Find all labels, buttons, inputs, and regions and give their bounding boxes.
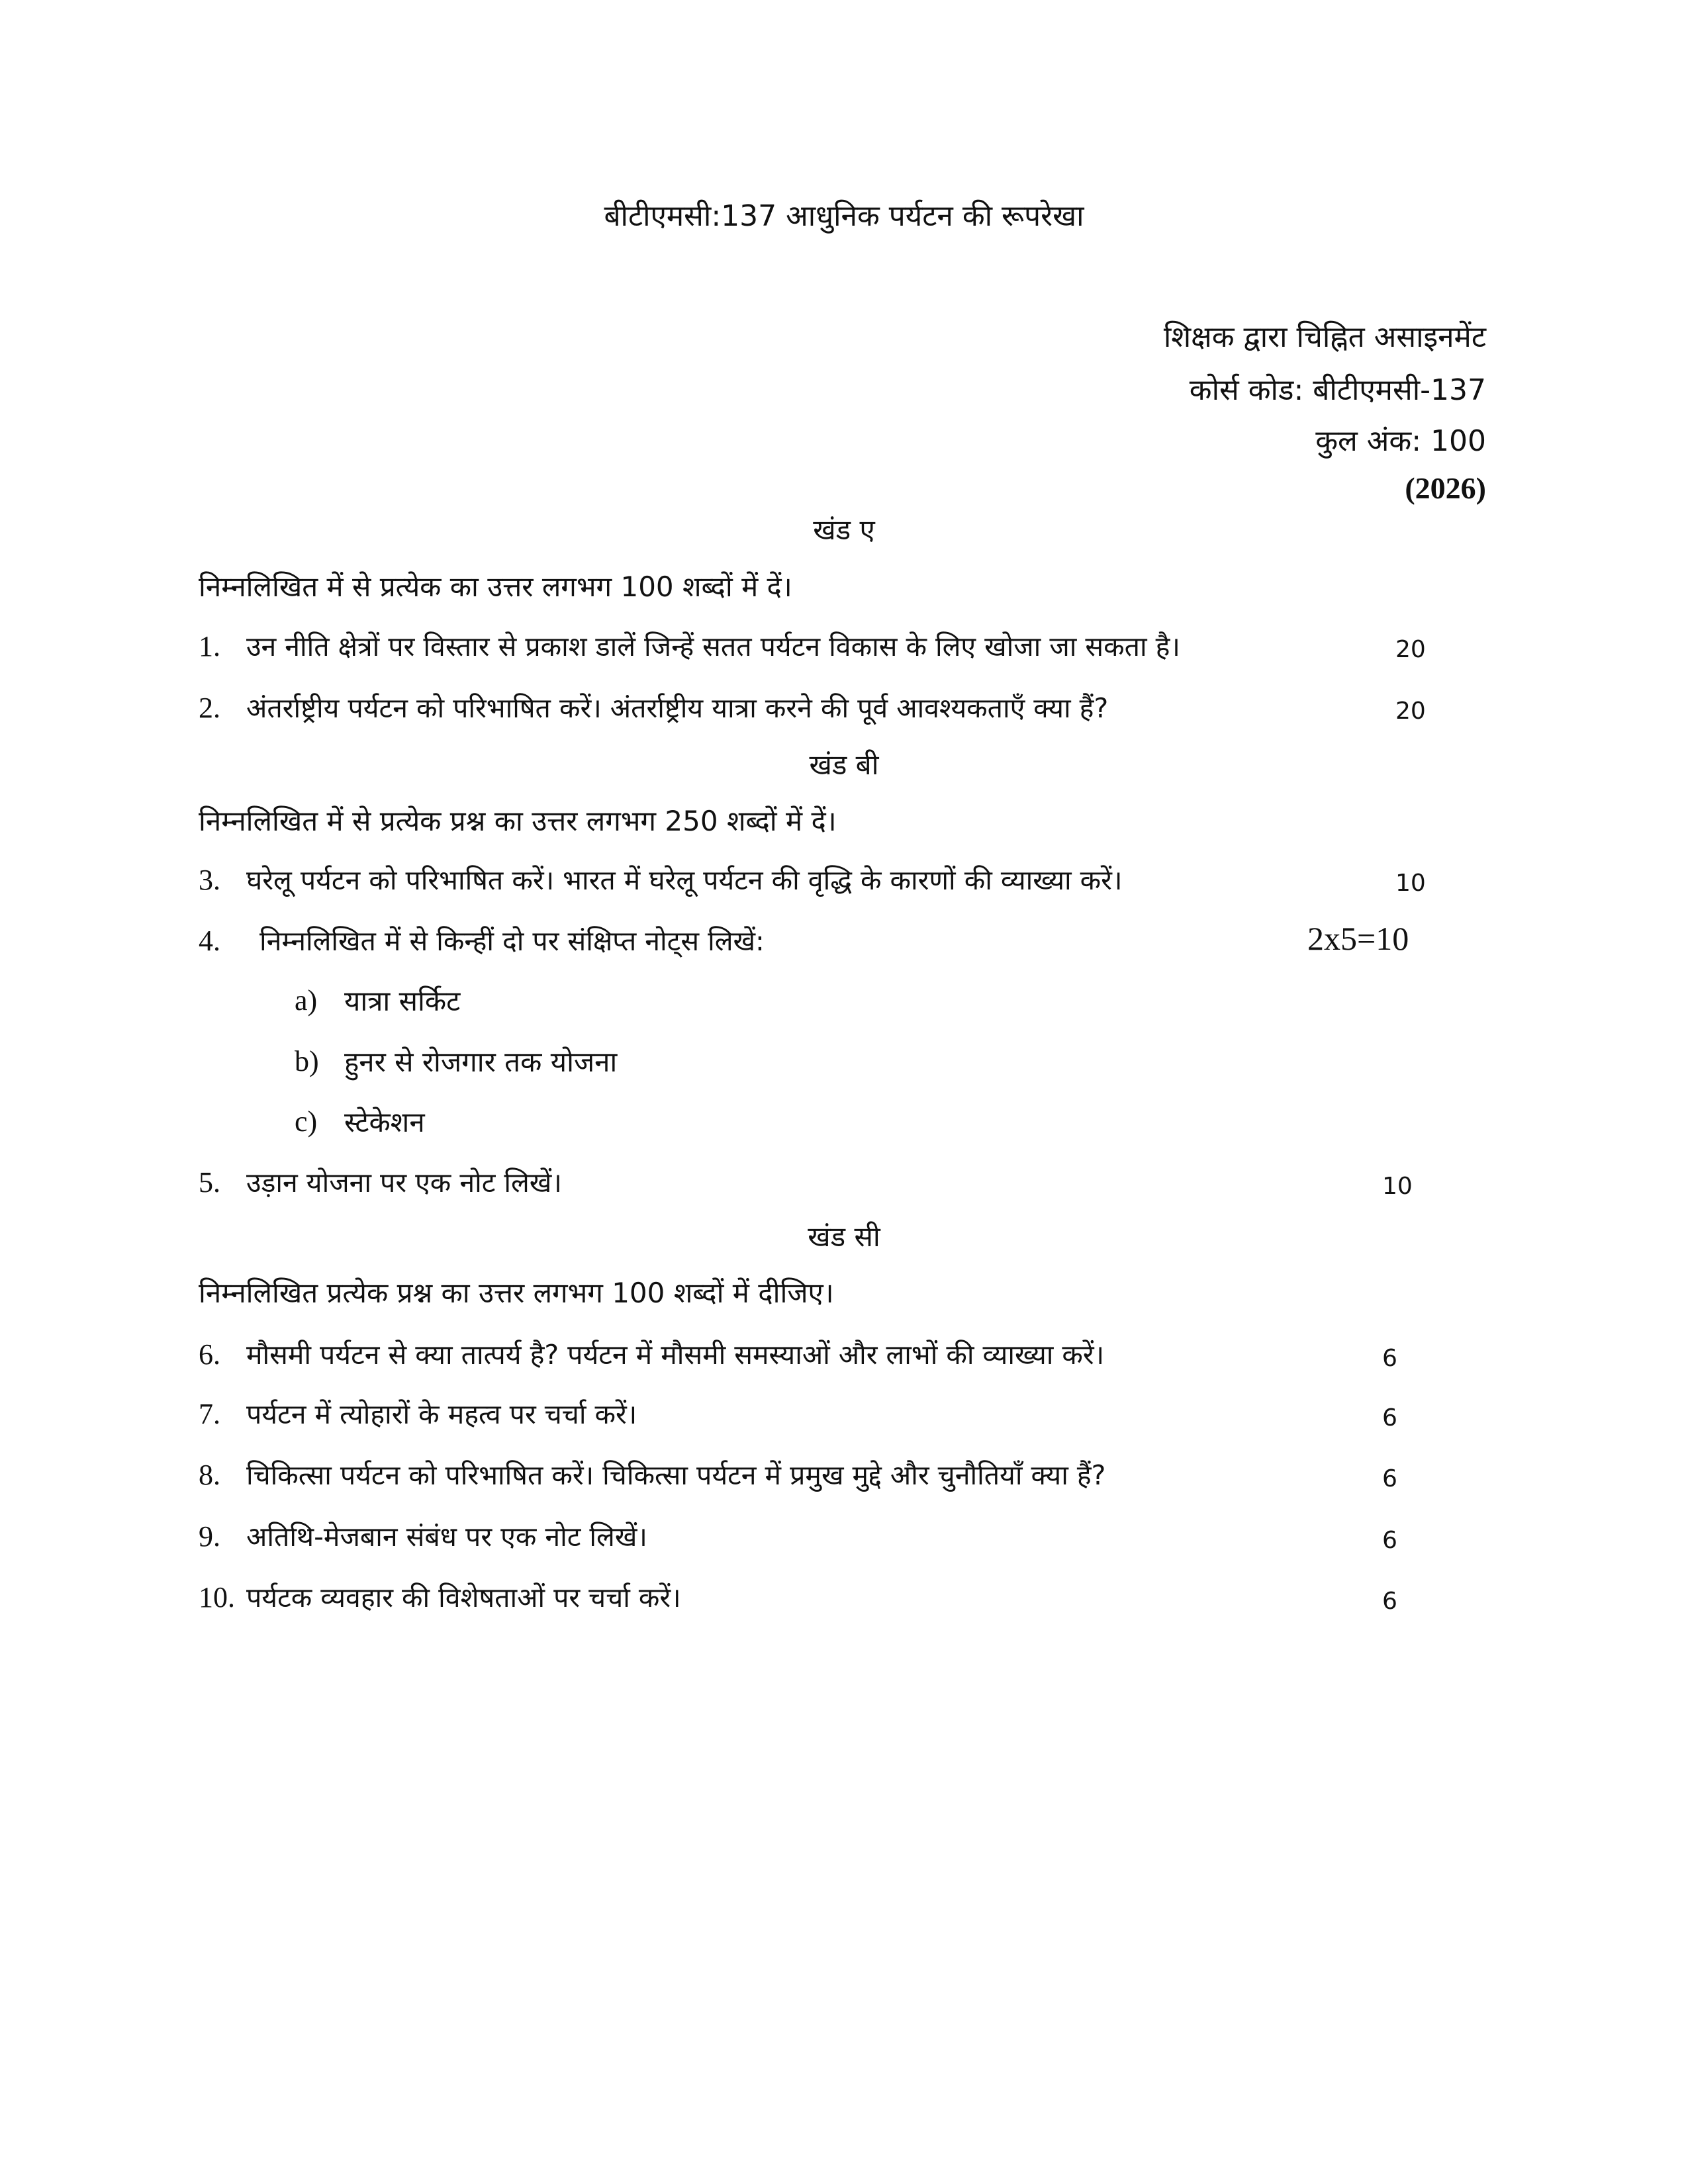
question-text: पर्यटन में त्योहारों के महत्व पर चर्चा करें।	[246, 1398, 637, 1430]
question-marks: 6	[1382, 1588, 1397, 1615]
question-marks: 10	[1382, 1173, 1413, 1200]
question-text: उन नीति क्षेत्रों पर विस्तार से प्रकाश डालें जिन्हें सतत पर्यटन विकास के लिए खोजा जा सकता है।	[246, 631, 1180, 662]
question-text: उड़ान योजना पर एक नोट लिखें।	[246, 1167, 562, 1199]
question-number: 10.	[199, 1581, 235, 1614]
question-marks: 10	[1395, 870, 1426, 897]
question-marks: 6	[1382, 1404, 1397, 1432]
question-number: 6.	[199, 1338, 220, 1371]
assignment-type: शिक्षक द्वारा चिह्नित असाइनमेंट	[1163, 320, 1486, 354]
question-marks: 2x5=10	[1307, 920, 1409, 957]
question-marks: 6	[1382, 1345, 1397, 1372]
question-number: 3.	[199, 864, 220, 896]
question-number: 2.	[199, 692, 220, 724]
section-instruction-b: निम्नलिखित में से प्रत्येक प्रश्न का उत्तर लगभग 250 शब्दों में दें।	[199, 805, 837, 837]
question-text: मौसमी पर्यटन से क्या तात्पर्य है? पर्यटन में मौसमी समस्याओं और लाभों की व्याख्या करें।	[246, 1339, 1105, 1371]
section-heading-a: खंड ए	[813, 514, 875, 546]
sub-item-text: हुनर से रोजगार तक योजना	[344, 1046, 618, 1078]
section-heading-b: खंड बी	[809, 749, 879, 781]
course-code: कोर्स कोड: बीटीएमसी-137	[1189, 373, 1486, 407]
question-marks: 20	[1395, 698, 1426, 725]
document-title: बीटीएमसी:137 आधुनिक पर्यटन की रूपरेखा	[604, 199, 1084, 233]
total-marks: कुल अंक: 100	[1315, 424, 1486, 458]
question-marks: 20	[1395, 636, 1426, 663]
section-heading-c: खंड सी	[808, 1220, 880, 1253]
sub-item-text: यात्रा सर्किट	[344, 985, 461, 1017]
question-marks: 6	[1382, 1527, 1397, 1554]
question-text: अंतर्राष्ट्रीय पर्यटन को परिभाषित करें। अंतर्राष्ट्रीय यात्रा करने की पूर्व आवश्यकताएँ क्या हैं?	[246, 692, 1109, 724]
question-number: 9.	[199, 1520, 220, 1553]
sub-item-letter: c)	[295, 1105, 318, 1138]
question-number: 7.	[199, 1398, 220, 1430]
question-number: 8.	[199, 1459, 220, 1491]
question-number: 1.	[199, 630, 220, 662]
question-text: अतिथि-मेजबान संबंध पर एक नोट लिखें।	[246, 1521, 647, 1553]
section-instruction-a: निम्नलिखित में से प्रत्येक का उत्तर लगभग 100 शब्दों में दें।	[199, 570, 792, 603]
question-number: 5.	[199, 1166, 220, 1199]
section-instruction-c: निम्नलिखित प्रत्येक प्रश्न का उत्तर लगभग 100 शब्दों में दीजिए।	[199, 1277, 834, 1309]
question-marks: 6	[1382, 1465, 1397, 1492]
question-text: पर्यटक व्यवहार की विशेषताओं पर चर्चा करें।	[246, 1582, 681, 1614]
sub-item-letter: b)	[295, 1045, 319, 1077]
question-text: घरेलू पर्यटन को परिभाषित करें। भारत में घरेलू पर्यटन की वृद्धि के कारणों की व्याख्या करें।	[246, 864, 1123, 896]
question-text: निम्नलिखित में से किन्हीं दो पर संक्षिप्त नोट्स लिखें:	[259, 925, 765, 957]
question-text: चिकित्सा पर्यटन को परिभाषित करें। चिकित्सा पर्यटन में प्रमुख मुद्दे और चुनौतियाँ क्या हैं?	[246, 1459, 1106, 1491]
sub-item-letter: a)	[295, 984, 318, 1017]
question-number: 4.	[199, 925, 220, 957]
assignment-year: (2026)	[1405, 471, 1486, 505]
sub-item-text: स्टेकेशन	[344, 1106, 425, 1138]
